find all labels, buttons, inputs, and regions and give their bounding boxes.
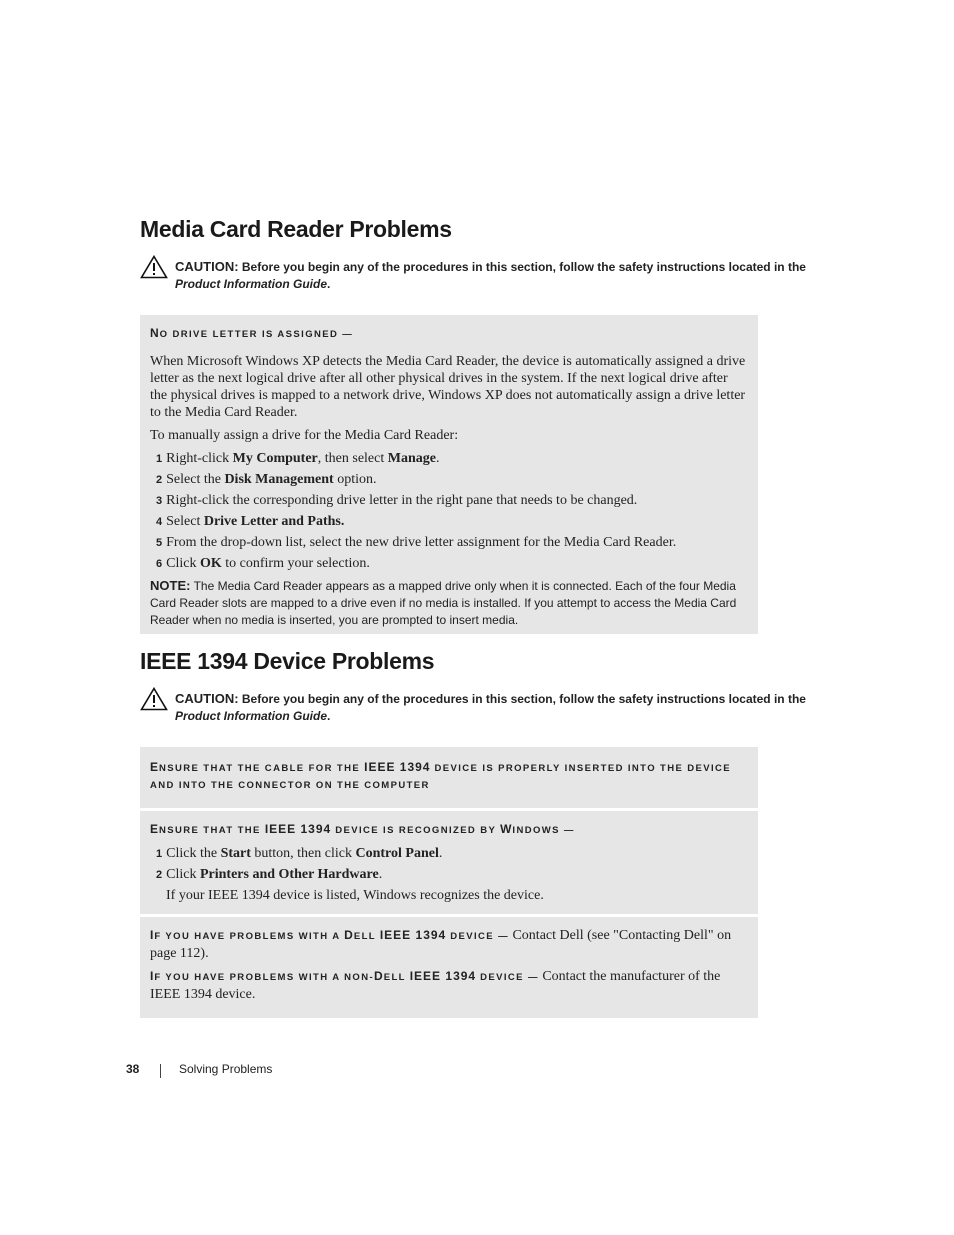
caution-triangle-icon	[140, 255, 168, 279]
page-number: 38	[126, 1062, 140, 1076]
list-item: 2 Select the Disk Management option.	[156, 472, 377, 487]
list-item: 4 Select Drive Letter and Paths.	[156, 514, 345, 529]
caution-text: Before you begin any of the procedures in this section, follow the safety instructions located in the	[238, 692, 806, 706]
list-item: 3 Right-click the corresponding drive letter in the right pane that needs to be changed.	[156, 493, 638, 508]
list-item: 5 From the drop-down list, select the new drive letter assignment for the Media Card Reader.	[156, 535, 677, 550]
paragraph: IF YOU HAVE PROBLEMS WITH A NON-DELL IEEE 1394 DEVICE — Contact the manufacturer of the IEEE 1394 device.	[150, 969, 721, 1002]
footer-divider	[160, 1064, 161, 1078]
caution-label: CAUTION:	[175, 691, 239, 706]
caution-notice: CAUTION: Before you begin any of the procedures in this section, follow the safety instructions located in the Product Information Guide.	[140, 690, 820, 725]
paragraph: To manually assign a drive for the Media Card Reader:	[150, 428, 459, 443]
no-drive-letter-box	[140, 315, 758, 634]
section-title-media-card-reader: Media Card Reader Problems	[140, 216, 452, 242]
list-item: 1 Right-click My Computer, then select Manage.	[156, 451, 440, 466]
ensure-recognized-box	[140, 811, 758, 914]
page-footer	[126, 1062, 273, 1076]
list-item: 1 Click the Start button, then click Control Panel.	[156, 846, 443, 861]
footer-section-name: Solving Problems	[179, 1062, 273, 1076]
note: NOTE: The Media Card Reader appears as a mapped drive only when it is connected. Each of the four Media Card Reader slots are mapped to a drive even if no media is installed. If you attempt to access the Media Card Reader when no media is inserted, you are prompted to insert media.	[150, 578, 737, 627]
paragraph: IF YOU HAVE PROBLEMS WITH A DELL IEEE 1394 DEVICE — Contact Dell (see "Contacting Dell" on page 112).	[150, 928, 732, 961]
list-item: 2 Click Printers and Other Hardware.	[156, 867, 383, 882]
box-heading: ENSURE THAT THE IEEE 1394 DEVICE IS RECOGNIZED BY WINDOWS —	[150, 822, 575, 836]
paragraph: When Microsoft Windows XP detects the Media Card Reader, the device is automatically assigned a drive letter as the next logical drive after all other physical drives in the system. If the next logical drive after the physical drives is mapped to a network drive, Windows XP does not automatically assign a drive letter to the Media Card Reader.	[150, 354, 746, 420]
section-title-ieee-1394: IEEE 1394 Device Problems	[140, 648, 435, 674]
box-heading: NO DRIVE LETTER IS ASSIGNED —	[150, 326, 354, 340]
list-item: 6 Click OK to confirm your selection.	[156, 556, 370, 571]
result-text: If your IEEE 1394 device is listed, Windows recognizes the device.	[166, 888, 544, 903]
caution-label: CAUTION:	[175, 259, 239, 274]
caution-text: Before you begin any of the procedures in this section, follow the safety instructions located in the	[238, 260, 806, 274]
caution-triangle-icon	[140, 687, 168, 711]
ensure-cable-box	[140, 747, 758, 808]
caution-guide-title: Product Information Guide	[175, 709, 327, 723]
box-heading: ENSURE THAT THE CABLE FOR THE IEEE 1394 DEVICE IS PROPERLY INSERTED INTO THE DEVICE AND INTO THE CONNECTOR ON THE COMPUTER	[150, 760, 732, 791]
caution-notice: CAUTION: Before you begin any of the procedures in this section, follow the safety instructions located in the Product Information Guide.	[140, 258, 820, 293]
caution-guide-title: Product Information Guide	[175, 277, 327, 291]
dell-device-problems-box	[140, 917, 758, 1018]
